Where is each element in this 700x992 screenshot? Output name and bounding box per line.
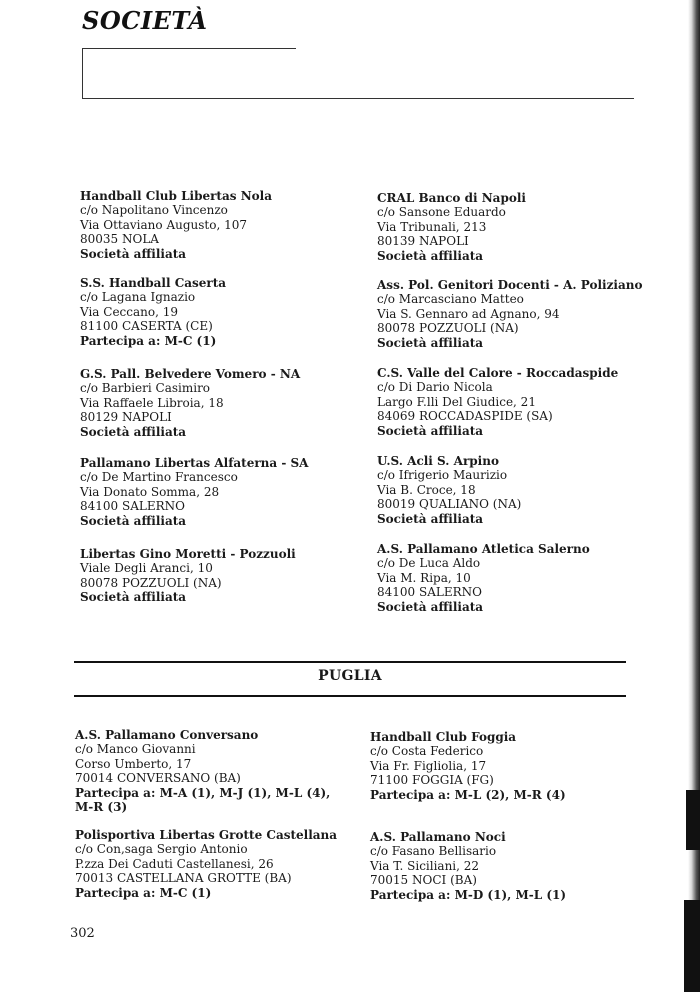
club-city: 84069 ROCCADASPIDE (SA) (377, 409, 553, 424)
club-city: 84100 SALERNO (80, 499, 185, 514)
club-entry (370, 830, 566, 902)
title-frame-left-line (82, 48, 83, 98)
title-frame-top-line (82, 48, 296, 49)
club-entry (370, 730, 566, 830)
club-status: Società affiliata (80, 513, 187, 528)
club-status: Partecipa a: M-C (1) (75, 885, 212, 900)
club-entry (377, 278, 642, 366)
club-status: Partecipa a: M-L (2), M-R (4) (370, 787, 566, 802)
club-street: Corso Umberto, 17 (75, 756, 192, 771)
club-city: 70015 NOCI (BA) (370, 873, 477, 888)
scan-edge-mark (684, 900, 700, 992)
left-column-top (80, 189, 308, 605)
club-status: Società affiliata (377, 423, 484, 438)
page-number: 302 (70, 926, 95, 941)
club-entry (80, 367, 308, 456)
club-street: Viale Degli Aranci, 10 (80, 561, 213, 576)
club-status: Società affiliata (80, 424, 187, 439)
club-entry (80, 547, 308, 605)
club-name: S.S. Handball Caserta (80, 276, 227, 290)
right-column-bottom (370, 730, 566, 902)
page-title: SOCIETÀ (82, 6, 208, 35)
region-title: PUGLIA (318, 668, 382, 684)
club-status: Società affiliata (377, 335, 484, 350)
club-street: Via Tribunali, 213 (377, 219, 487, 234)
club-status: Società affiliata (377, 511, 484, 526)
club-city: 80139 NAPOLI (377, 234, 469, 249)
club-name: Ass. Pol. Genitori Docenti - A. Poliziano (377, 278, 643, 292)
club-city: 80078 POZZUOLI (NA) (80, 575, 222, 590)
club-entry (377, 542, 642, 614)
club-contact: c/o Di Dario Nicola (377, 380, 493, 395)
club-city: 84100 SALERNO (377, 585, 482, 600)
club-status: Società affiliata (80, 246, 187, 261)
club-status: M-R (3) (75, 800, 128, 815)
club-city: 81100 CASERTA (CE) (80, 319, 213, 334)
club-entry (75, 828, 337, 900)
club-name: Libertas Gino Moretti - Pozzuoli (80, 547, 296, 561)
club-contact: c/o Costa Federico (370, 744, 484, 759)
club-status: Partecipa a: M-D (1), M-L (1) (370, 887, 567, 902)
club-contact: c/o De Martino Francesco (80, 470, 238, 485)
club-street: Via Ottaviano Augusto, 107 (80, 217, 247, 232)
club-name: Polisportiva Libertas Grotte Castellana (75, 828, 338, 842)
club-name: Handball Club Foggia (370, 730, 517, 744)
club-name: Handball Club Libertas Nola (80, 189, 272, 203)
club-status: Società affiliata (377, 248, 484, 263)
club-city: 80129 NAPOLI (80, 410, 172, 425)
club-street: Via T. Siciliani, 22 (370, 858, 480, 873)
club-contact: c/o Napolitano Vincenzo (80, 203, 228, 218)
club-contact: c/o Fasano Bellisario (370, 844, 497, 859)
title-frame-bottom-line (82, 98, 634, 99)
club-street: Via B. Croce, 18 (377, 482, 476, 497)
club-street: Largo F.lli Del Giudice, 21 (377, 394, 536, 409)
club-entry (377, 454, 642, 542)
club-street: Via M. Ripa, 10 (377, 570, 471, 585)
club-status: Partecipa a: M-C (1) (80, 333, 217, 348)
club-entry (75, 728, 337, 828)
club-city: 71100 FOGGIA (FG) (370, 773, 494, 788)
club-entry (80, 276, 308, 367)
club-contact: c/o Sansone Eduardo (377, 205, 506, 220)
club-city: 80078 POZZUOLI (NA) (377, 321, 519, 336)
right-column-top (377, 191, 642, 614)
club-street: Via Ceccano, 19 (80, 304, 178, 319)
club-contact: c/o Con,saga Sergio Antonio (75, 842, 248, 857)
club-contact: c/o Barbieri Casimiro (80, 381, 211, 396)
region-rule-bottom (74, 695, 626, 697)
club-contact: c/o Manco Giovanni (75, 742, 196, 757)
club-contact: c/o Ifrigerio Maurizio (377, 468, 508, 483)
club-entry (80, 189, 308, 276)
club-street: P.zza Dei Caduti Castellanesi, 26 (75, 856, 274, 871)
club-city: 70013 CASTELLANA GROTTE (BA) (75, 871, 292, 886)
club-name: U.S. Acli S. Arpino (377, 454, 499, 468)
club-name: A.S. Pallamano Atletica Salerno (377, 542, 590, 556)
club-contact: c/o Marcasciano Matteo (377, 292, 524, 307)
club-city: 80019 QUALIANO (NA) (377, 497, 522, 512)
club-street: Via Donato Somma, 28 (80, 484, 220, 499)
title-frame (82, 48, 634, 98)
club-name: C.S. Valle del Calore - Roccadaspide (377, 366, 619, 380)
club-name: Pallamano Libertas Alfaterna - SA (80, 456, 309, 470)
club-status: Società affiliata (80, 590, 187, 605)
club-entry (377, 191, 642, 278)
club-city: 70014 CONVERSANO (BA) (75, 771, 241, 786)
club-status: Partecipa a: M-A (1), M-J (1), M-L (4), (75, 785, 331, 800)
club-street: Via S. Gennaro ad Agnano, 94 (377, 306, 560, 321)
club-name: A.S. Pallamano Conversano (75, 728, 259, 742)
club-contact: c/o Lagana Ignazio (80, 290, 196, 305)
club-street: Via Fr. Figliolia, 17 (370, 758, 487, 773)
club-entry (80, 456, 308, 547)
club-name: A.S. Pallamano Noci (370, 830, 506, 844)
club-name: CRAL Banco di Napoli (377, 191, 526, 205)
club-name: G.S. Pall. Belvedere Vomero - NA (80, 367, 301, 381)
club-street: Via Raffaele Libroia, 18 (80, 395, 224, 410)
club-city: 80035 NOLA (80, 232, 159, 247)
region-rule-top (74, 661, 626, 663)
club-entry (377, 366, 642, 454)
club-status: Società affiliata (377, 599, 484, 614)
left-column-bottom (75, 728, 337, 900)
club-contact: c/o De Luca Aldo (377, 556, 481, 571)
scan-edge-mark (686, 790, 700, 850)
